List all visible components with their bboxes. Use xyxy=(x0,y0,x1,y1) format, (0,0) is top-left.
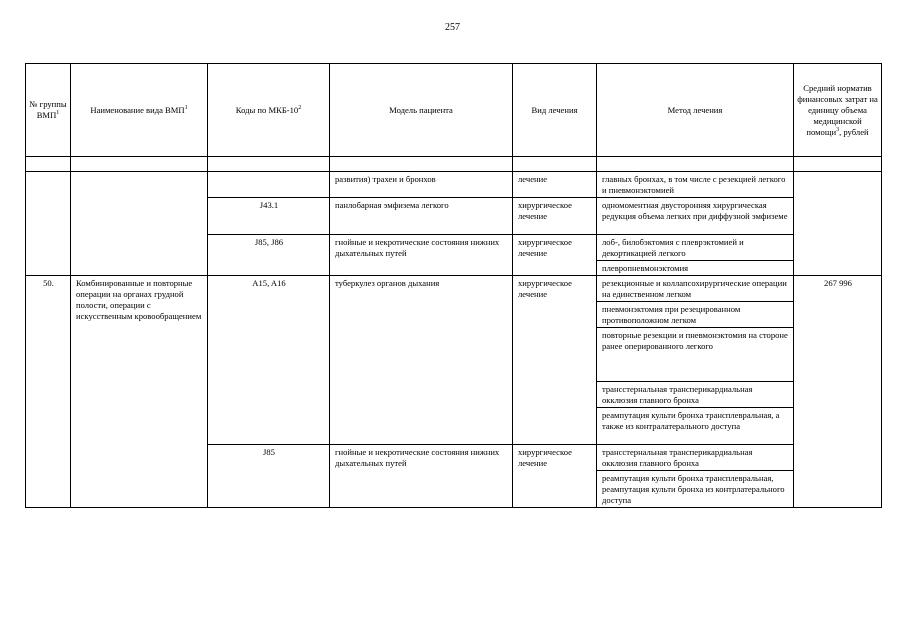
cell-type: хирургическое лечение xyxy=(513,235,597,276)
cell-method: реампутация культи бронха трансплевральная, реампутация культи бронха из контрлатерального доступа xyxy=(597,471,794,508)
cell-type: хирургическое лечение xyxy=(513,445,597,508)
vmp-table xyxy=(25,63,882,508)
header-group-no: № группы ВМП$^1$ xyxy=(26,64,71,157)
cell-code: J85 xyxy=(208,445,330,508)
header-vmp-name: Наименование вида ВМП$^1$ xyxy=(71,64,208,157)
header-treatment-method: Метод лечения xyxy=(597,64,794,157)
header-patient-model: Модель пациента xyxy=(330,64,513,157)
cell-vmp-name: Комбинированные и повторные операции на органах грудной полости, операции с искусственным кровообращением xyxy=(71,276,208,508)
cell-model: панлобарная эмфизема легкого xyxy=(330,198,513,235)
cell-method: лоб-, билобэктомия с плеврэктомией и декортикацией легкого xyxy=(597,235,794,261)
cell-blank xyxy=(71,172,208,276)
column-number-row xyxy=(26,157,882,172)
cell-method: реампутация культи бронха трансплевральная, а также из контралатерального доступа xyxy=(597,408,794,445)
cell-model: развития) трахеи и бронхов xyxy=(330,172,513,198)
cell-type: лечение xyxy=(513,172,597,198)
cell-method: пневмонэктомия при резецированном противоположном легком xyxy=(597,302,794,328)
header-mkb-codes: Коды по МКБ-$10^2$ xyxy=(208,64,330,157)
cell-method: плевропневмонэктомия xyxy=(597,261,794,276)
cell-code: A15, A16 xyxy=(208,276,330,445)
cell-type: хирургическое лечение xyxy=(513,276,597,445)
page-number: 257 xyxy=(445,22,460,33)
header-cost: Средний норматив финансовых затрат на единицу объема медицинской помощи$^3$, рублей xyxy=(794,64,882,157)
cell-method: одномоментная двусторонняя хирургическая редукция объема легких при диффузной эмфиземе xyxy=(597,198,794,235)
cell-model: гнойные и некротические состояния нижних дыхательных путей xyxy=(330,445,513,508)
cell-method: трансстернальная трансперикардиальная окклюзия главного бронха xyxy=(597,382,794,408)
cell-model: гнойные и некротические состояния нижних дыхательных путей xyxy=(330,235,513,276)
cell-code: J85, J86 xyxy=(208,235,330,276)
cell-cost: 267 996 xyxy=(794,276,882,508)
cell-method: резекционные и коллапсохирургические операции на единственном легком xyxy=(597,276,794,302)
header-treatment-type: Вид лечения xyxy=(513,64,597,157)
table-row-group-50 xyxy=(26,276,882,302)
cell-model: туберкулез органов дыхания xyxy=(330,276,513,445)
cell-type: хирургическое лечение xyxy=(513,198,597,235)
cell-method: повторные резекции и пневмонэктомия на стороне ранее оперированного легкого xyxy=(597,328,794,382)
cell-method: главных бронхах, в том числе с резекцией легкого и пневмонэктомией xyxy=(597,172,794,198)
cell-cost xyxy=(794,172,882,276)
header-row xyxy=(26,64,882,157)
cell-code xyxy=(208,172,330,198)
cell-code: J43.1 xyxy=(208,198,330,235)
cell-group-number: 50. xyxy=(26,276,71,508)
cell-method: трансстернальная трансперикардиальная окклюзия главного бронха xyxy=(597,445,794,471)
table-row xyxy=(26,172,882,198)
cell-blank xyxy=(26,172,71,276)
